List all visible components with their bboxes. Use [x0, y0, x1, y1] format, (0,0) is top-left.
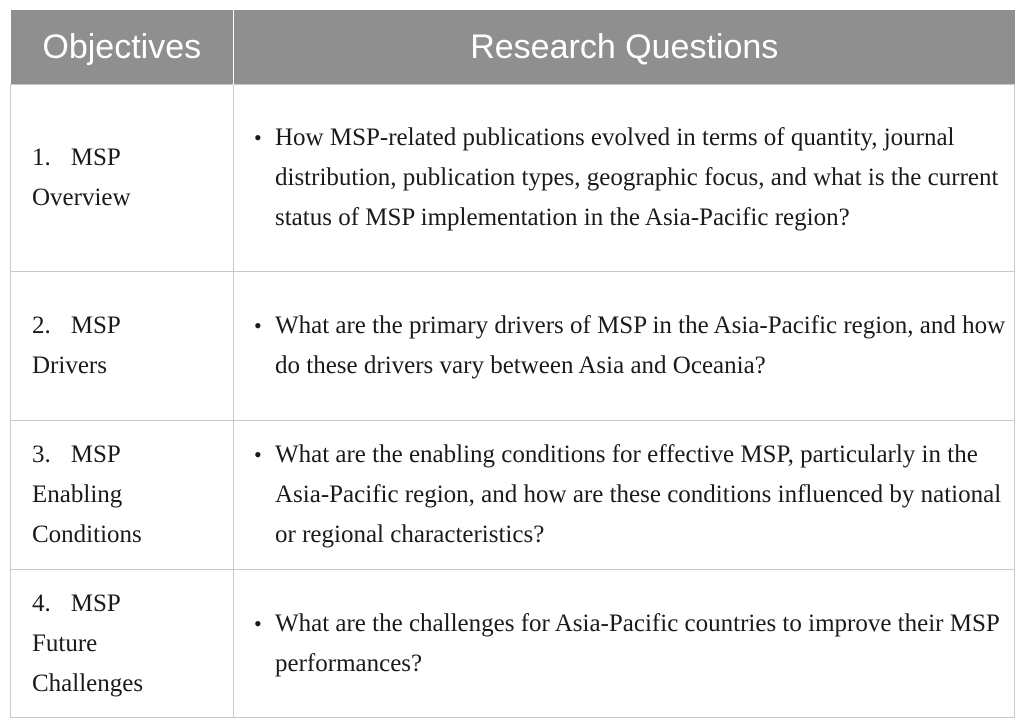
- research-question-text: What are the primary drivers of MSP in the Asia-Pacific region, and how do these drivers vary between Asia and Oceania?: [275, 312, 1006, 379]
- objective-number: 1.: [32, 144, 51, 171]
- objectives-table-container: [10, 10, 1014, 718]
- research-question-text: What are the challenges for Asia-Pacific countries to improve their MSP performances?: [275, 609, 999, 677]
- bullet-icon: •: [254, 610, 262, 636]
- table-row: [11, 421, 1015, 570]
- research-question-text: What are the enabling conditions for effective MSP, particularly in the Asia-Pacific region, and how are these conditions influenced by national or regional characteristics?: [275, 441, 1002, 548]
- objective-label: MSP Overview: [32, 144, 131, 211]
- research-question-list: [254, 435, 1006, 555]
- table-row: [11, 85, 1015, 272]
- table-row: [11, 272, 1015, 421]
- header-objectives: Objectives: [11, 10, 234, 85]
- objective-cell: [11, 272, 234, 421]
- objective-cell: [11, 85, 234, 272]
- bullet-icon: •: [254, 442, 262, 467]
- list-item: [254, 435, 1006, 555]
- objective-cell: [11, 570, 234, 718]
- objective-number: 4.: [32, 589, 51, 617]
- research-question-list: [254, 118, 1006, 238]
- research-question-cell: [234, 85, 1015, 272]
- list-item: [254, 306, 1006, 386]
- bullet-icon: •: [254, 125, 262, 150]
- research-question-list: [254, 306, 1006, 386]
- objective-number: 3.: [32, 441, 51, 468]
- list-item: [254, 118, 1006, 238]
- objective-cell: [11, 421, 234, 570]
- table-row: [11, 570, 1015, 718]
- research-question-cell: [234, 570, 1015, 718]
- research-question-cell: [234, 421, 1015, 570]
- research-question-text: How MSP-related publications evolved in terms of quantity, journal distribution, publication types, geographic focus, and what is the current status of MSP implementation in the Asia-Pacific region?: [275, 124, 999, 231]
- objective-number: 2.: [32, 312, 51, 339]
- objectives-research-questions-table: [10, 10, 1015, 718]
- research-question-cell: [234, 272, 1015, 421]
- bullet-icon: •: [254, 313, 262, 338]
- list-item: [254, 604, 1006, 684]
- objective-label: MSP Future Challenges: [32, 589, 144, 697]
- table-header-row: [11, 10, 1015, 85]
- header-research-questions: Research Questions: [234, 10, 1015, 85]
- research-question-list: [254, 604, 1006, 684]
- objective-label: MSP Drivers: [32, 312, 120, 379]
- objective-label: MSP Enabling Conditions: [32, 441, 142, 548]
